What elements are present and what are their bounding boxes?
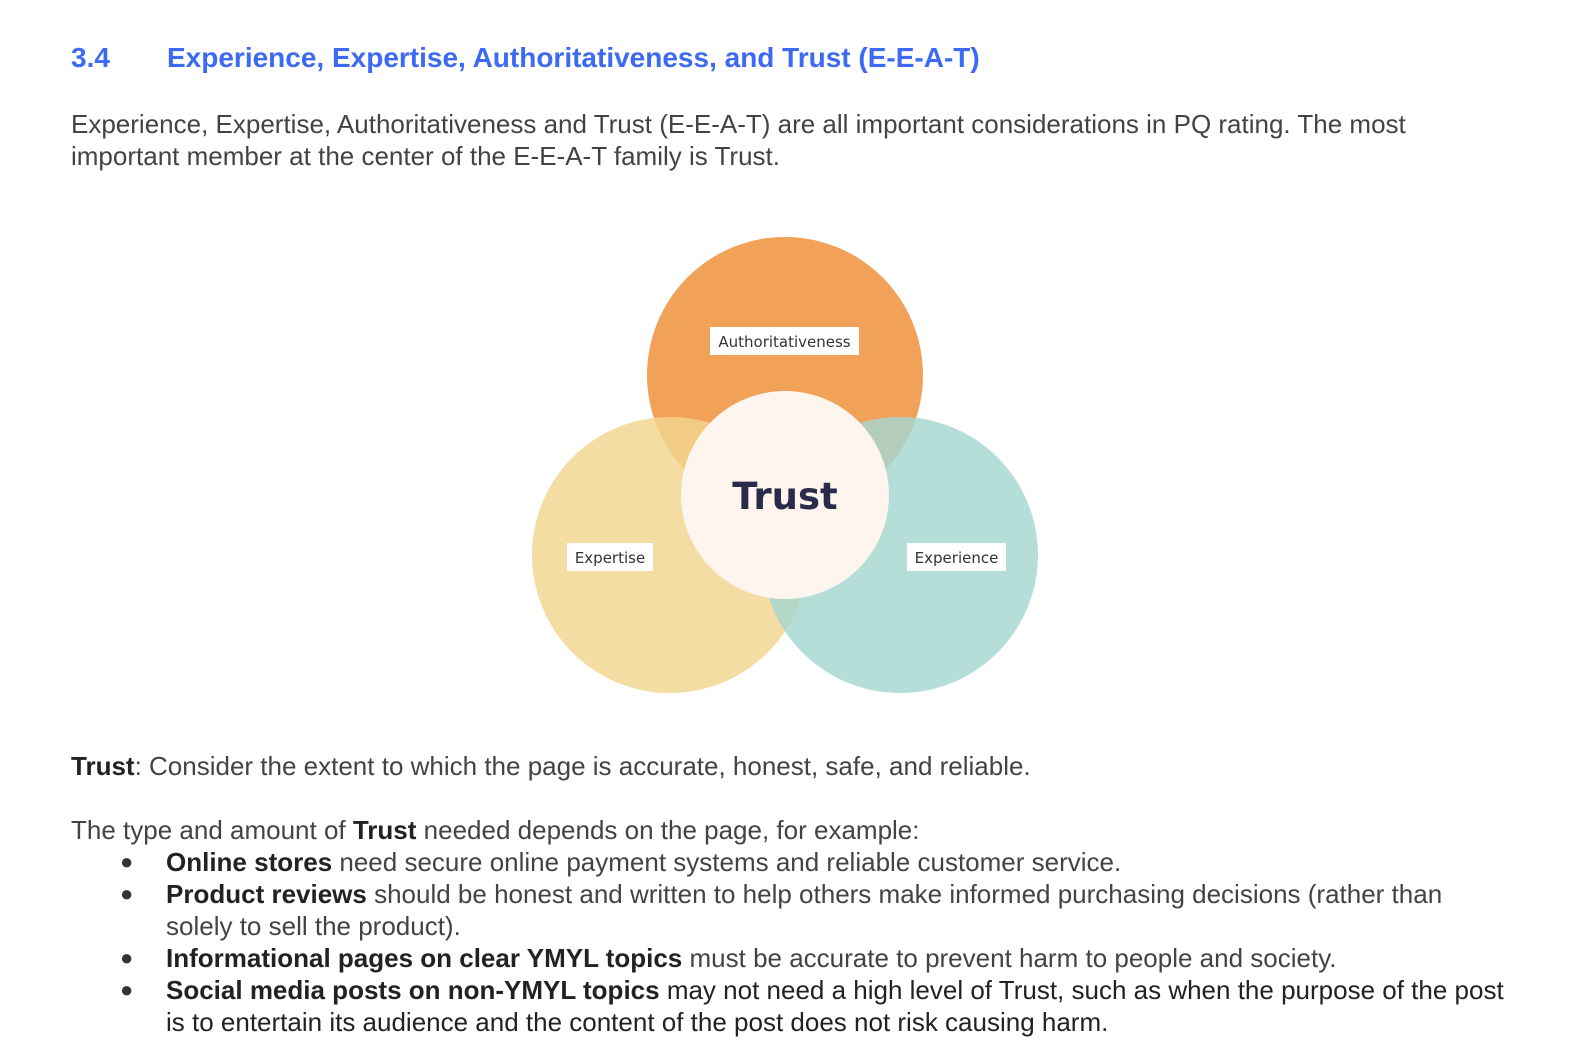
list-item-bold: Informational pages on clear YMYL topics	[166, 943, 683, 973]
intro-paragraph: Experience, Expertise, Authoritativeness and Trust (E-E-A-T) are all important considerations in PQ rating. The most important member at the center of the E-E-A-T family is Trust.	[71, 109, 1406, 171]
list-item-bold: Product reviews	[166, 879, 367, 909]
trust-center-label: Trust	[732, 475, 838, 518]
needs-after: needed depends on the page, for example:	[416, 815, 920, 845]
needs-term: Trust	[352, 815, 417, 845]
trust-definition	[71, 750, 1031, 782]
list-item-bold: Social media posts on non-YMYL topics	[166, 975, 660, 1005]
needs-before: The type and amount of	[71, 815, 353, 845]
list-item	[120, 846, 1506, 878]
list-item-text: need secure online payment systems and reliable customer service.	[332, 847, 1122, 877]
authoritativeness-tag	[710, 327, 859, 355]
section-title: Experience, Expertise, Authoritativeness, and Trust (E-E-A-T)	[167, 42, 980, 73]
eeat-venn-diagram	[520, 225, 1050, 705]
experience-label: Experience	[914, 549, 999, 567]
trust-term: Trust	[71, 751, 135, 781]
experience-tag	[907, 543, 1006, 571]
bullet-icon: ●	[120, 849, 134, 874]
bullet-icon: ●	[120, 881, 134, 906]
list-item-text: may not need a high level of Trust, such as when the purpose of the post is to entertain its audience and the content of the post does not risk causing harm.	[166, 975, 1504, 1037]
trust-definition-text: : Consider the extent to which the page is accurate, honest, safe, and reliable.	[134, 751, 1031, 781]
trust-needs-intro	[71, 814, 920, 846]
section-heading	[71, 40, 980, 76]
bullet-icon: ●	[120, 945, 134, 970]
list-item	[120, 974, 1506, 1038]
list-item	[120, 942, 1506, 974]
list-item-text: should be honest and written to help others make informed purchasing decisions (rather than solely to sell the product).	[166, 879, 1443, 941]
list-item-bold: Online stores	[166, 847, 333, 877]
list-item	[120, 878, 1506, 942]
trust-examples-list	[0, 846, 1577, 1038]
expertise-label: Expertise	[574, 549, 646, 567]
expertise-tag	[567, 543, 653, 571]
section-number: 3.4	[71, 42, 110, 73]
authoritativeness-label: Authoritativeness	[718, 333, 851, 351]
list-item-text: must be accurate to prevent harm to people and society.	[682, 943, 1337, 973]
bullet-icon: ●	[120, 977, 134, 1002]
venn-svg	[520, 225, 1050, 705]
